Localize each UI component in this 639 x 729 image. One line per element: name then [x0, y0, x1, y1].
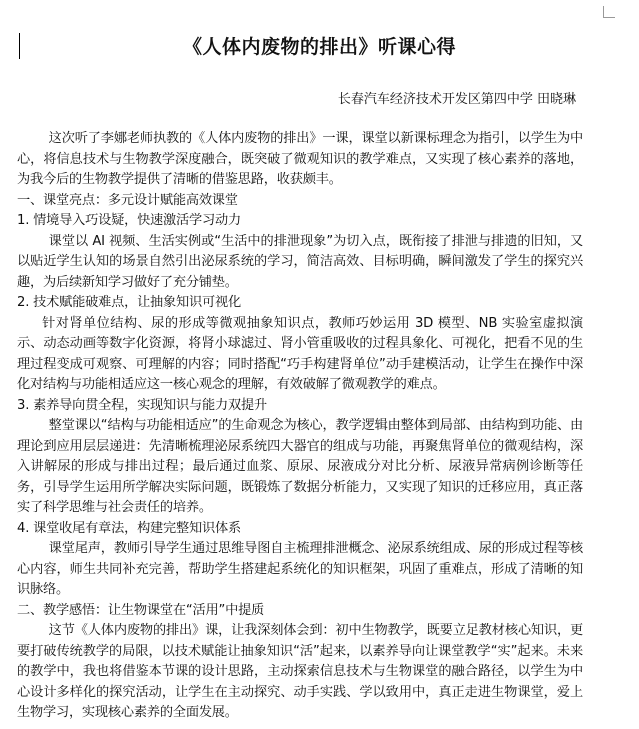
section2-body: 这节《人体内废物的排出》课，让我深刻体会到：初中生物教学，既要立足教材核心知识，更要打破传统教学的局限，以技术赋能让抽象知识“活”起来，以素养导向让课堂教学“实”起来。未来的教学中，我也将借鉴本节课的设计思路，主动探索信息技术与生物课堂的融合路径，以学生为中心设计多样化的探究活动，让学生在主动探究、动手实践、学以致用中，真正走进生物课堂，爱上生物学习，实现核心素养的全面发展。 — [17, 623, 583, 720]
page-corner-mark — [603, 6, 615, 18]
item3-body: 整堂课以“结构与功能相适应”的生命观念为核心，教学逻辑由整体到局部、由结构到功能、由理论到应用层层递进：先清晰梳理泌尿系统四大器官的组成与功能，再聚焦肾单位的微观结构，深入讲解尿的形成与排出过程；最后通过血浆、原尿、尿液成分对比分析、尿液异常病例诊断等任务，引导学生运用所学解决实际问题，既锻炼了数据分析能力，又实现了知识的迁移应用，真正落实了科学思维与社会责任的培养。 — [17, 418, 583, 515]
item2-body: 针对肾单位结构、尿的形成等微观抽象知识点，教师巧妙运用 3D 模型、NB 实验室虚拟演示、动态动画等数字化资源，将肾小球滤过、肾小管重吸收的过程具象化、可视化，把看不见的生理过程变成可观察、可理解的内容；同时搭配“巧手构建肾单位”动手建模活动，让学生在操作中深化对结构与功能相适应这一核心观念的理解，有效破解了微观教学的难点。 — [17, 315, 583, 392]
author-line: 长春汽车经济技术开发区第四中学 田晓琳 — [337, 92, 576, 107]
section1-heading: 一、课堂亮点：多元设计赋能高效课堂 — [17, 192, 238, 208]
item4-body: 课堂尾声，教师引导学生通过思维导图自主梳理排泄概念、泌尿系统组成、尿的形成过程等核心内容，师生共同补充完善，帮助学生搭建起系统化的知识框架，巩固了重难点，形成了清晰的知识脉络。 — [17, 541, 583, 597]
item1-heading: 1. 情境导入巧设疑，快速激活学习动力 — [17, 213, 241, 228]
item4-heading: 4. 课堂收尾有章法，构建完整知识体系 — [17, 520, 241, 536]
document-body[interactable] — [17, 129, 583, 724]
document-title: 《人体内废物的排出》听课心得 — [182, 36, 456, 58]
item1-body: 课堂以 AI 视频、生活实例或“生活中的排泄现象”为切入点，既衔接了排泄与排遗的旧知，又以贴近学生认知的场景自然引出泌尿系统的学习，简洁高效、目标明确，瞬间激发了学生的探究兴趣，为后续新知学习做好了充分铺垫。 — [17, 233, 583, 290]
item2-heading: 2. 技术赋能破难点，让抽象知识可视化 — [17, 295, 241, 310]
intro-paragraph: 这次听了李娜老师执教的《人体内废物的排出》一课，课堂以新课标理念为指引，以学生为中心，将信息技术与生物教学深度融合，既突破了微观知识的教学难点，又实现了核心素养的落地，为我今后的生物教学提供了清晰的借鉴思路，收获颇丰。 — [17, 131, 583, 187]
section2-heading: 二、教学感悟：让生物课堂在“活用”中提质 — [17, 602, 265, 618]
item3-heading: 3. 素养导向贯全程，实现知识与能力双提升 — [17, 397, 267, 413]
